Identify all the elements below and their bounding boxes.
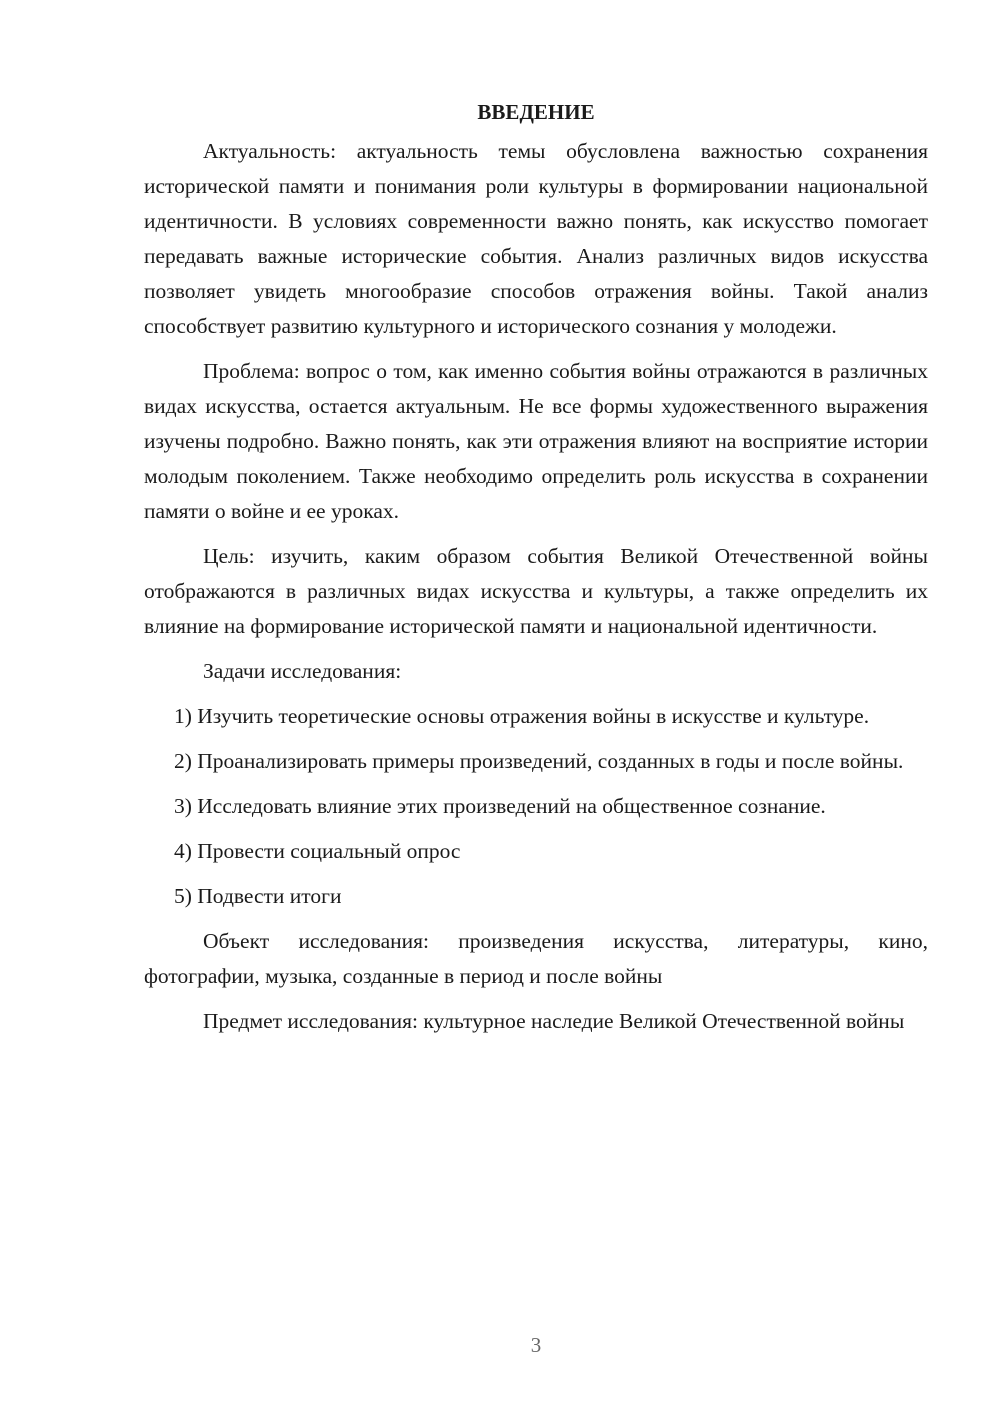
paragraph-relevance: Актуальность: актуальность темы обусловлена важностью сохранения исторической памяти и понимания роли культуры в формировании национальной идентичности. В условиях современности важно понять, как искусство помогает передавать важные исторические события. Анализ различных видов искусства позволяет увидеть многообразие способов отражения войны. Такой анализ способствует развитию культурного и исторического сознания у молодежи. — [144, 139, 928, 338]
section-title: ВВЕДЕНИЕ — [477, 100, 595, 124]
task-item-4: 4) Провести социальный опрос — [174, 839, 461, 863]
task-item-5: 5) Подвести итоги — [174, 884, 342, 908]
paragraph-problem: Проблема: вопрос о том, как именно события войны отражаются в различных видах искусства, остается актуальным. Не все формы художественного выражения изучены подробно. Важно понять, как эти отражения влияют на восприятие истории молодым поколением. Также необходимо определить роль искусства в сохранении памяти о войне и ее уроках. — [144, 359, 928, 523]
paragraph-goal: Цель: изучить, каким образом события Великой Отечественной войны отображаются в различных видах искусства и культуры, а также определить их влияние на формирование исторической памяти и национальной идентичности. — [144, 544, 928, 638]
task-item-1: 1) Изучить теоретические основы отражения войны в искусстве и культуре. — [174, 704, 870, 728]
document-page — [144, 96, 928, 1049]
paragraph-object: Объект исследования: произведения искусства, литературы, кино, фотографии, музыка, созданные в период и после войны — [144, 929, 928, 988]
page-number: 3 — [530, 1333, 542, 1357]
paragraph-tasks-heading: Задачи исследования: — [203, 659, 402, 683]
task-item-3: 3) Исследовать влияние этих произведений на общественное сознание. — [174, 794, 826, 818]
paragraph-subject: Предмет исследования: культурное наследие Великой Отечественной войны — [203, 1009, 905, 1033]
task-item-2: 2) Проанализировать примеры произведений, созданных в годы и после войны. — [174, 749, 904, 773]
